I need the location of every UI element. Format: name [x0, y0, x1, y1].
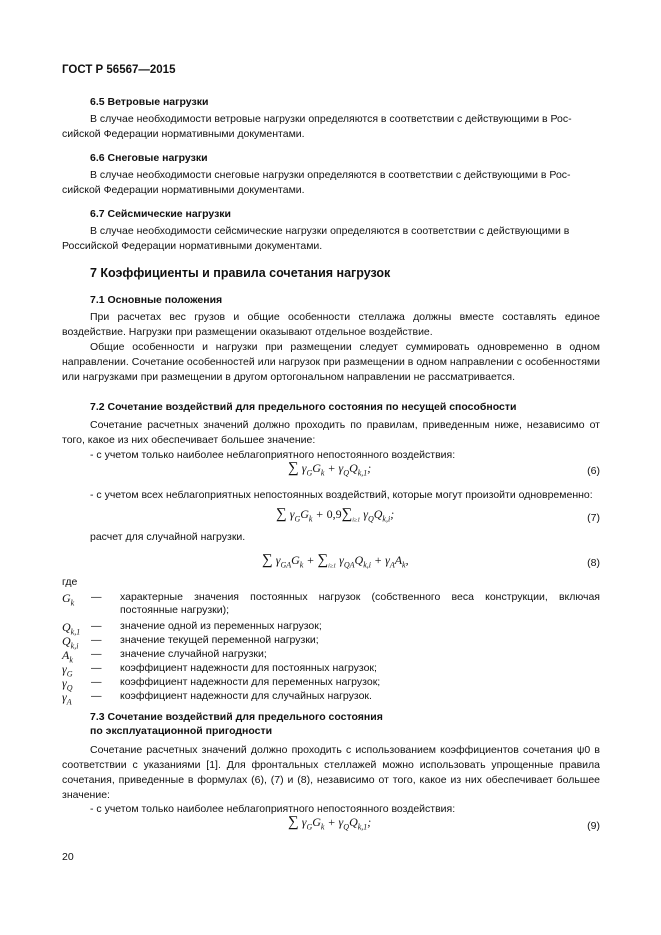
section-7-2-title: 7.2 Сочетание воздействий для предельного состояния по несущей способности: [90, 401, 517, 413]
definition-symbol: A: [62, 648, 70, 662]
definition-dash: —: [91, 662, 102, 674]
definition-dash: —: [91, 620, 102, 632]
definition-text: значение текущей переменной нагрузки;: [120, 634, 319, 646]
section-7-1-para1: При расчетах вес грузов и общие особенности стеллажа должны вместе составлять единое воздействие. Нагрузки при размещении оказывают отдельное воздействие.: [62, 311, 600, 338]
formula-8: ∑ $\gamma_{GA}G_k + \sum_{i\ge 1}$ $\gamma_{QA}Q_{k,i} + \gamma_AA_k$,: [262, 552, 409, 570]
definition-subscript: k: [69, 655, 73, 665]
definition-text: характерные значения постоянных нагрузок (собственного веса конструкции, включая постоянные нагрузки);: [120, 591, 600, 616]
section-6-5-title: 6.5 Ветровые нагрузки: [90, 96, 209, 108]
formula-7: ∑ $\gamma_GG_k + 0,9\sum_{i\ge 1}$ $\gamma_QQ_{k,i}$;: [276, 506, 395, 524]
section-6-5-text: [62, 112, 600, 142]
section-6-6-text: [62, 168, 600, 198]
definition-dash: —: [91, 634, 102, 646]
section-7-3-bullet1: - с учетом только наиболее неблагоприятного непостоянного воздействия:: [90, 803, 456, 815]
definition-text: коэффициент надежности для переменных нагрузок;: [120, 676, 381, 688]
definition-subscript: k,i: [70, 641, 79, 651]
formula-7-coefficient: 0,9: [326, 507, 342, 521]
definition-dash: —: [91, 648, 102, 660]
section-7-1-title: 7.1 Основные положения: [90, 294, 223, 306]
section-6-7-line2: Российской Федерации нормативными документами.: [62, 240, 323, 252]
definition-item: [62, 634, 600, 651]
definition-symbol: γ: [62, 676, 67, 690]
section-6-7-line1: В случае необходимости сейсмические нагрузки определяются в соответствии с действующими в: [90, 225, 570, 237]
definition-symbol: γ: [62, 662, 67, 676]
definition-symbol: Q: [62, 634, 71, 648]
section-7-2-bullet1: - с учетом только наиболее неблагоприятного непостоянного воздействия:: [90, 449, 456, 461]
formula-7-number: (7): [587, 512, 600, 524]
formula-8-number: (8): [587, 557, 600, 569]
section-6-6-line2: сийской Федерации нормативными документами.: [62, 184, 305, 196]
section-6-6-line1: В случае необходимости снеговые нагрузки определяются в соответствии с действующими в Рос-: [90, 169, 571, 181]
definition-symbol: γ: [62, 690, 67, 704]
section-7-title: 7 Коэффициенты и правила сочетания нагрузок: [90, 266, 391, 280]
definition-symbol: G: [62, 591, 71, 605]
section-7-3-title-line1: 7.3 Сочетание воздействий для предельного состояния: [90, 711, 383, 723]
document-header: ГОСТ Р 56567—2015: [62, 64, 176, 76]
formula-9-number: (9): [587, 820, 600, 832]
definition-item: [62, 591, 600, 620]
definition-subscript: Q: [66, 683, 73, 693]
definition-item: [62, 662, 600, 679]
definition-subscript: A: [66, 697, 72, 707]
definition-text: значение случайной нагрузки;: [120, 648, 267, 660]
definition-dash: —: [91, 591, 102, 603]
section-7-2-bullet2: - с учетом всех неблагоприятных непостоянных воздействий, которые могут произойти одновременно:: [90, 489, 593, 501]
section-7-3-para1: Сочетание расчетных значений должно проходить с использованием коэффициентов сочетания ψ0 в соответствии с указаниями [1]. Для фронтальных стеллажей можно использовать упрощенные правила сочетания, приведенные в формулах (6), (7) и (8), независимо от того, какое из них обеспечивает большее значение:: [62, 744, 600, 801]
definition-symbol: Q: [62, 620, 71, 634]
section-7-2-para1: Сочетание расчетных значений должно проходить по правилам, приведенным ниже, независимо от того, какое из них обеспечивает большее значение:: [62, 419, 600, 446]
definition-subscript: k,1: [70, 627, 81, 637]
definition-dash: —: [91, 676, 102, 688]
definition-text: коэффициент надежности для случайных нагрузок.: [120, 690, 372, 702]
section-6-5-line1: В случае необходимости ветровые нагрузки определяются в соответствии с действующими в Рос-: [90, 113, 572, 125]
definition-subscript: G: [66, 669, 73, 679]
page-number: 20: [62, 851, 74, 863]
definition-item: [62, 676, 600, 693]
definition-text: коэффициент надежности для постоянных нагрузок;: [120, 662, 377, 674]
section-7-3-title-line2: по эксплуатационной пригодности: [90, 725, 273, 737]
definition-item: [62, 620, 600, 637]
section-6-5-line2: сийской Федерации нормативными документами.: [62, 128, 305, 140]
definition-item: [62, 690, 600, 707]
section-6-7-title: 6.7 Сейсмические нагрузки: [90, 208, 232, 220]
formula-9: ∑ $\gamma_GG_k + \gamma_QQ_{k,1}$;: [288, 814, 372, 832]
definition-subscript: k: [70, 598, 75, 608]
section-6-6-title: 6.6 Снеговые нагрузки: [90, 152, 208, 164]
section-6-7-text: [62, 224, 600, 254]
section-7-1-para2: Общие особенности и нагрузки при размещении следует суммировать одновременно в одном направлении. Сочетание особенностей или нагрузок при размещении в одном направлении с особенностями или нагрузками при размещении в другом ортогональном направлении не рассматривается.: [62, 341, 600, 383]
definition-text: значение одной из переменных нагрузок;: [120, 620, 322, 632]
definitions-list: [62, 591, 600, 707]
where-label: где: [62, 576, 78, 588]
formula-6-number: (6): [587, 465, 600, 477]
definition-item: [62, 648, 600, 665]
formula-6: ∑ $\gamma_GG_k + \gamma_QQ_{k,1}$;: [288, 460, 372, 478]
definition-dash: —: [91, 690, 102, 702]
section-7-2-accidental: расчет для случайной нагрузки.: [90, 531, 246, 543]
